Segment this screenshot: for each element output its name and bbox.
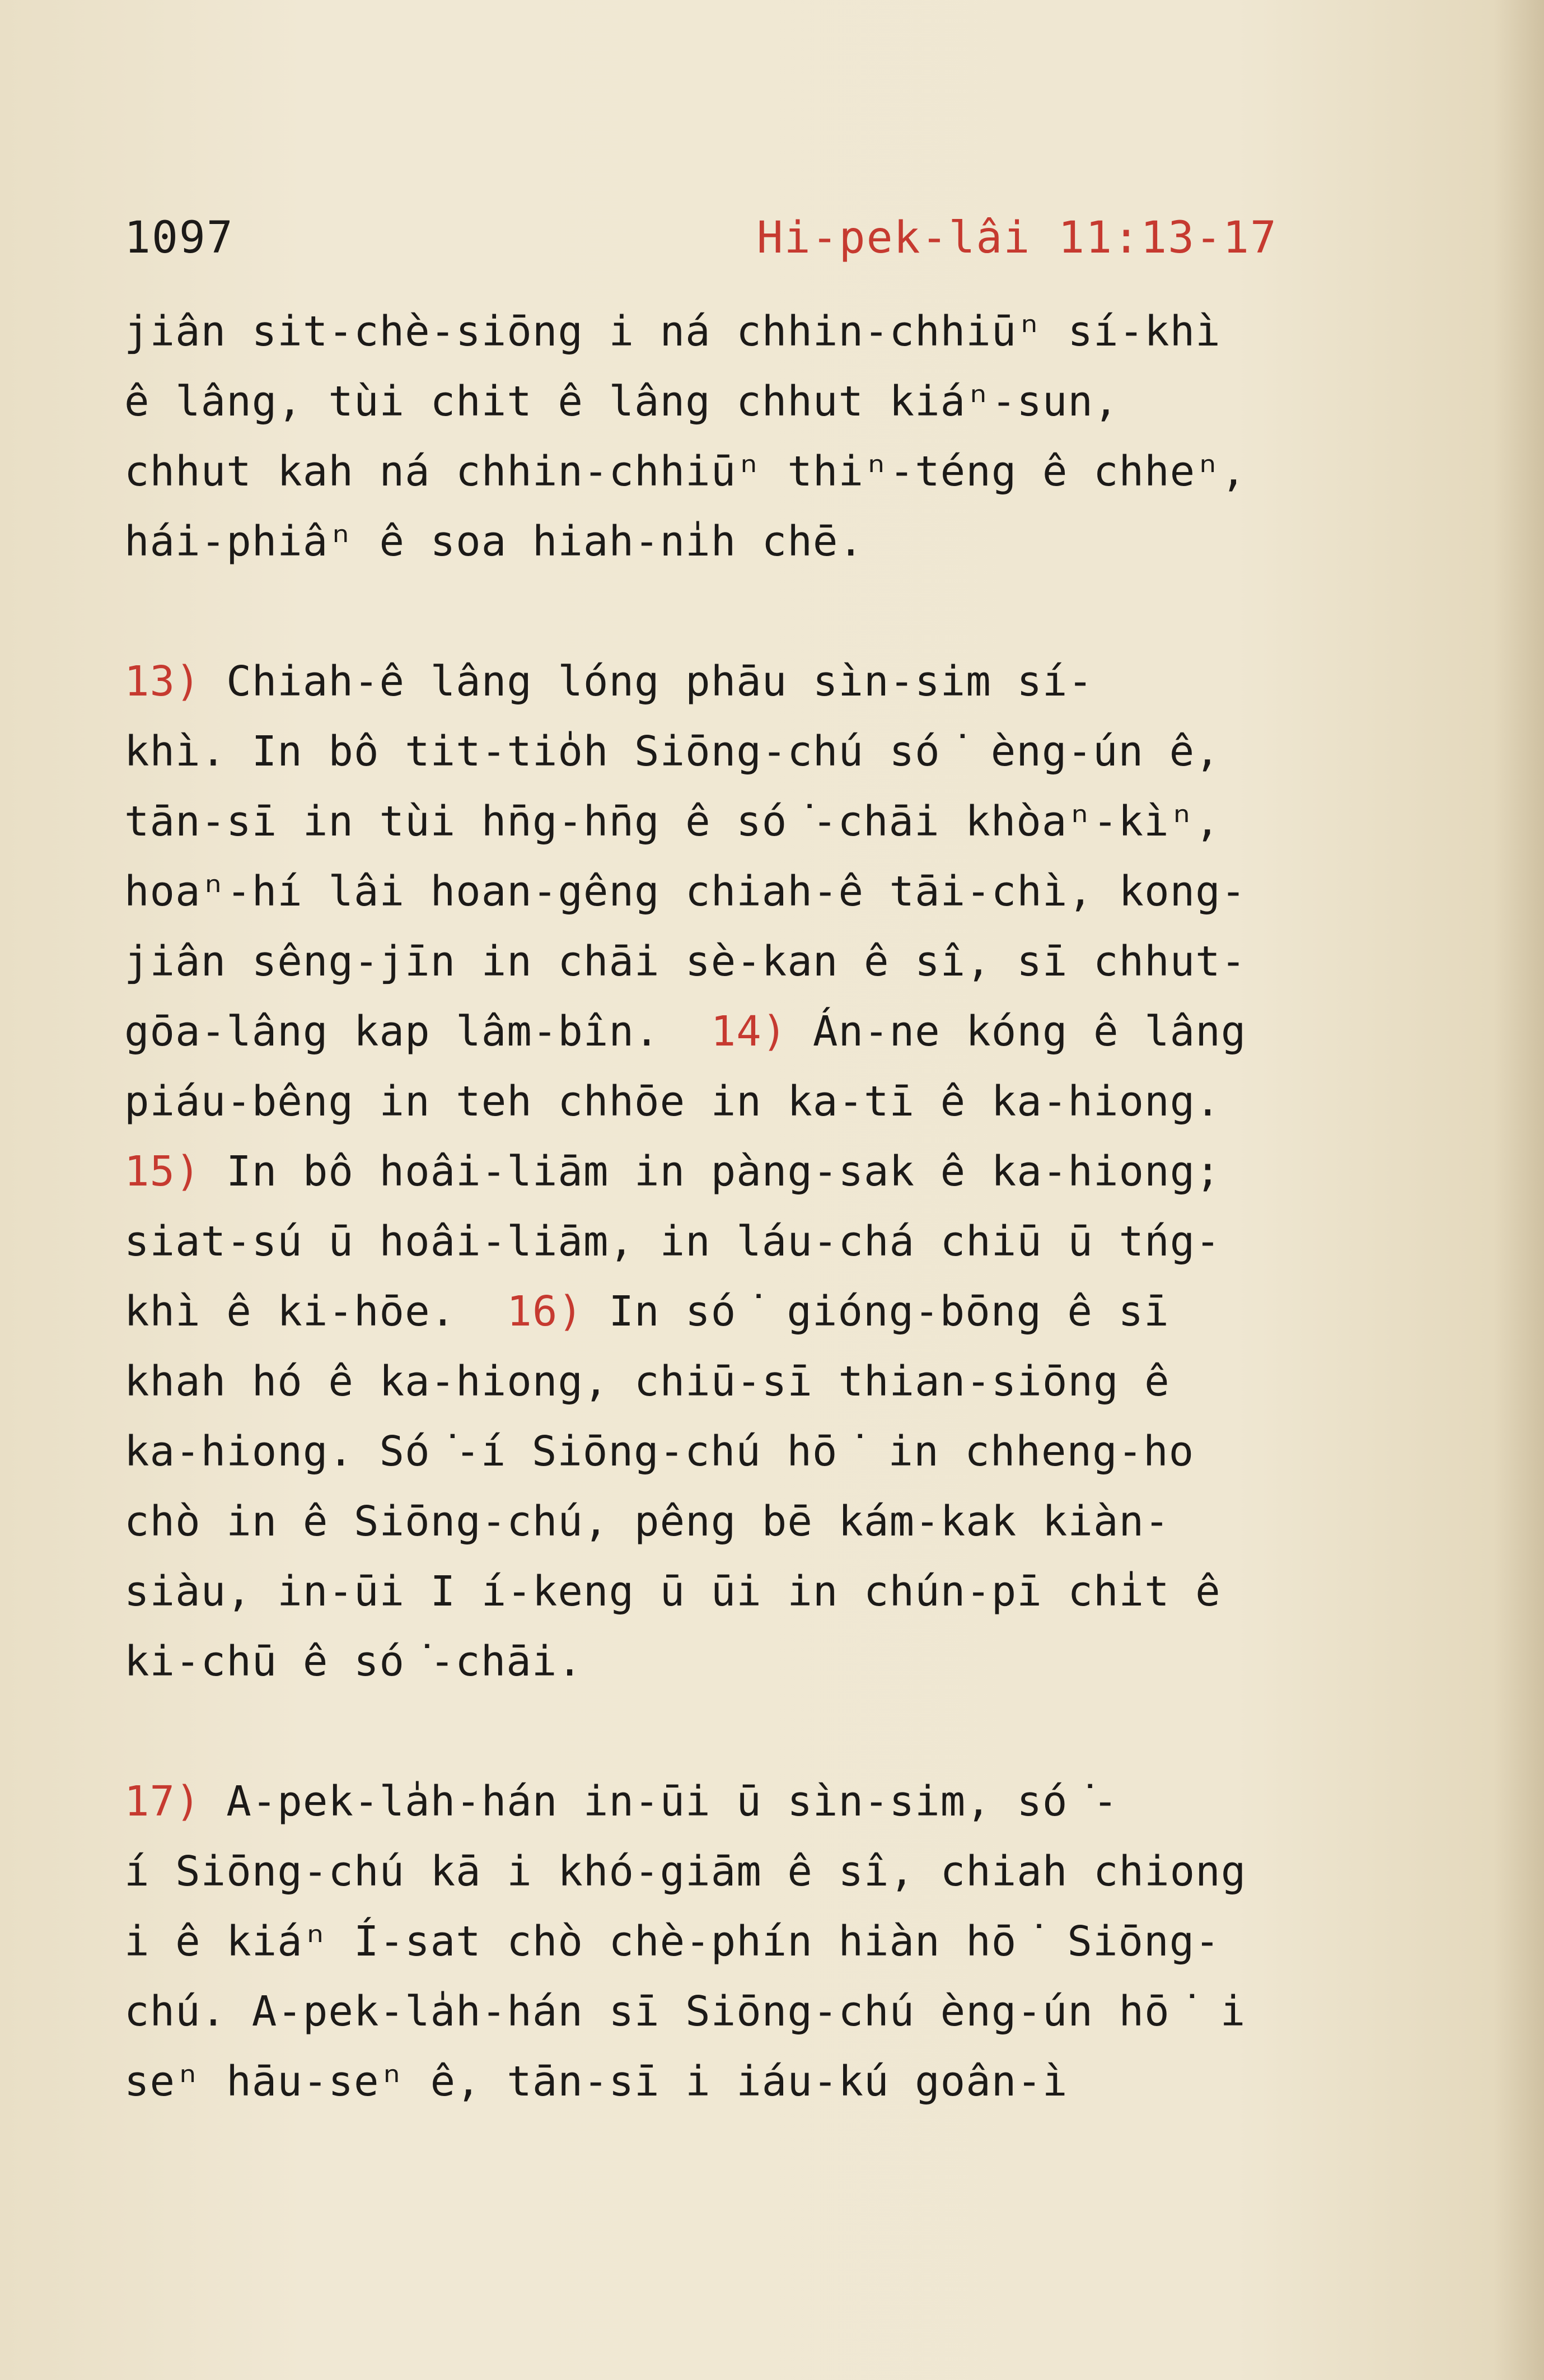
line-text: ê lâng, tùi chit ê lâng chhut kiáⁿ-sun, — [124, 377, 1119, 426]
text-line — [124, 297, 1345, 367]
text-line — [124, 647, 1345, 717]
line-text: In bô hoâi-liām in pàng-sak ê ka-hiong; — [200, 1147, 1221, 1196]
text-line — [124, 367, 1345, 437]
text-line — [124, 997, 1345, 1067]
line-text: jiân sêng-jīn in chāi sè-kan ê sî, sī chhut- — [124, 937, 1247, 986]
verse-number: 16) — [507, 1287, 583, 1336]
page-header — [124, 207, 1278, 269]
line-text: chhut kah ná chhin-chhiūⁿ thiⁿ-téng ê chheⁿ, — [124, 447, 1247, 496]
text-line — [124, 1067, 1345, 1137]
text-line — [124, 2047, 1345, 2117]
line-text: khah hó ê ka-hiong, chiū-sī thian-siōng ê — [124, 1357, 1170, 1406]
running-title: Hi-pek-lâi 11:13-17 — [756, 213, 1278, 263]
line-text: Chiah-ê lâng lóng phāu sìn-sim sí- — [200, 657, 1093, 706]
line-text: hái-phiâⁿ ê soa hiah-ni̍h chē. — [124, 517, 864, 566]
line-text: i ê kiáⁿ Í-sat chò chè-phín hiàn hō͘ Siōng- — [124, 1917, 1220, 1966]
line-text: tān-sī in tùi hn̄g-hn̄g ê só͘-chāi khòaⁿ-kìⁿ, — [124, 797, 1220, 846]
verse-number: 14) — [710, 1007, 788, 1056]
text-line — [124, 507, 1345, 577]
line-text: chú. A-pek-la̍h-hán sī Siōng-chú èng-ún hō͘ i — [124, 1987, 1246, 2036]
line-text: A-pek-la̍h-hán in-ūi ū sìn-sim, só͘- — [200, 1777, 1119, 1826]
line-text: In só͘ gióng-bōng ê sī — [583, 1287, 1169, 1336]
line-text: hoaⁿ-hí lâi hoan-gêng chiah-ê tāi-chì, kong- — [124, 867, 1247, 916]
text-line — [124, 1487, 1345, 1557]
line-text: Án-ne kóng ê lâng — [787, 1007, 1247, 1056]
line-text: ki-chū ê só͘-chāi. — [124, 1637, 583, 1686]
text-line — [124, 1627, 1345, 1697]
text-line — [124, 717, 1345, 787]
line-text: í Siōng-chú kā i khó-giām ê sî, chiah chiong — [124, 1847, 1247, 1896]
text-line — [124, 857, 1345, 927]
paragraph — [124, 647, 1345, 1697]
text-line — [124, 437, 1345, 507]
paragraph-gap — [124, 577, 1345, 647]
text-line — [124, 927, 1345, 997]
text-line — [124, 1417, 1345, 1487]
page-edge-shadow — [1494, 0, 1544, 2380]
line-text: khì ê ki-hōe. — [124, 1287, 507, 1336]
line-text: gōa-lâng kap lâm-bîn. — [124, 1007, 711, 1056]
text-line — [124, 787, 1345, 857]
line-text: siat-sú ū hoâi-liām, in láu-chá chiū ū tńg- — [124, 1217, 1221, 1266]
body-text — [124, 297, 1345, 2117]
text-line — [124, 1347, 1345, 1417]
line-text: ka-hiong. Só͘-í Siōng-chú hō͘ in chheng-ho — [124, 1427, 1195, 1476]
line-text: khì. In bô tit-tio̍h Siōng-chú só͘ èng-ún ê, — [124, 727, 1220, 776]
text-line — [124, 1907, 1345, 1977]
text-line — [124, 1767, 1345, 1837]
page-number: 1097 — [124, 213, 234, 263]
verse-number: 15) — [124, 1147, 201, 1196]
text-line — [124, 1837, 1345, 1907]
paragraph — [124, 1767, 1345, 2117]
line-text: siàu, in-ūi I í-keng ū ūi in chún-pī chi̍t ê — [124, 1567, 1221, 1616]
verse-number: 17) — [124, 1777, 201, 1826]
paragraph-gap — [124, 1697, 1345, 1767]
text-line — [124, 1207, 1345, 1277]
text-line — [124, 1137, 1345, 1207]
paragraph — [124, 297, 1345, 577]
line-text: jiân sit-chè-siōng i ná chhin-chhiūⁿ sí-khì — [124, 307, 1221, 356]
line-text: seⁿ hāu-seⁿ ê, tān-sī i iáu-kú goân-ì — [124, 2057, 1068, 2106]
text-line — [124, 1557, 1345, 1627]
line-text: piáu-bêng in teh chhōe in ka-tī ê ka-hiong. — [124, 1077, 1221, 1126]
text-line — [124, 1277, 1345, 1347]
verse-number: 13) — [124, 657, 201, 706]
line-text: chò in ê Siōng-chú, pêng bē kám-kak kiàn- — [124, 1497, 1170, 1546]
text-line — [124, 1977, 1345, 2047]
